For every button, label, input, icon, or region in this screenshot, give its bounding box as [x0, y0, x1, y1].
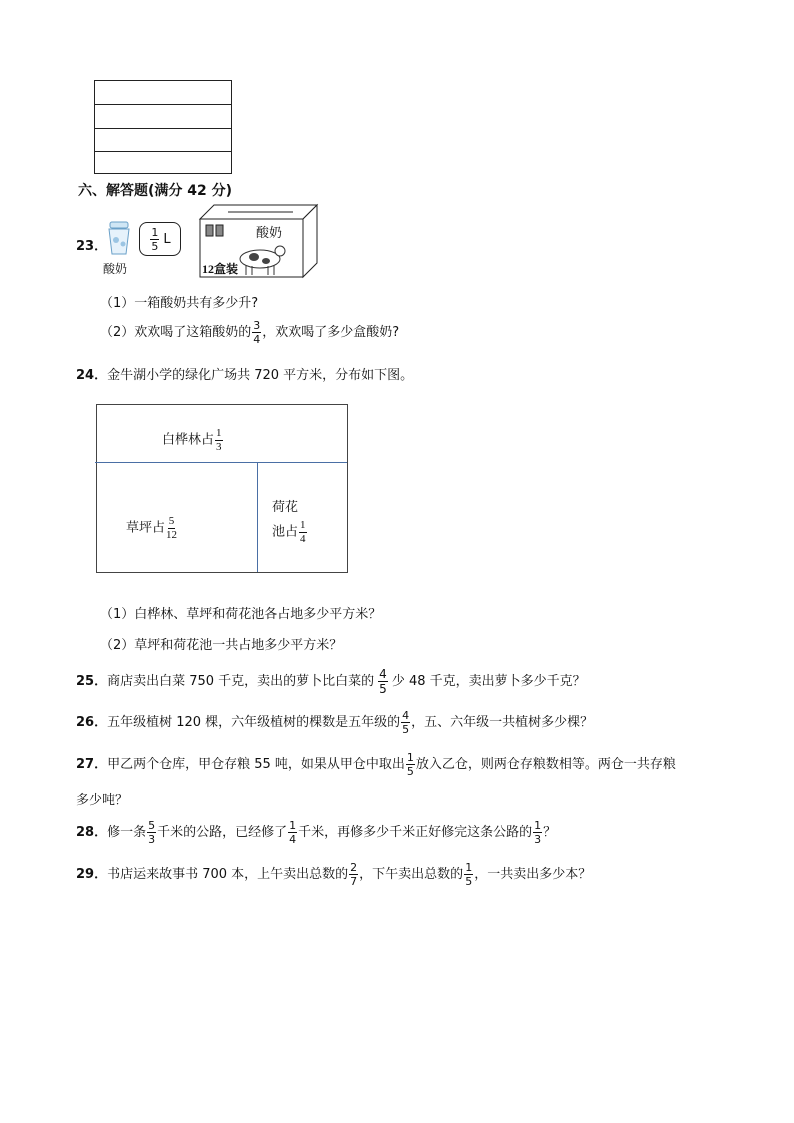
pond-label-2: 池占 $\frac{1}{4}$ — [272, 519, 306, 545]
birch-label: 白桦林占 $\frac{1}{3}$ — [162, 427, 222, 453]
q27-text: 27．甲乙两个仓库，甲仓存粮 55 吨，如果从甲仓中取出 $\frac{1}{5}$ 放入乙仓，则两仓存粮数相等。两仓一共存粮 — [76, 751, 676, 778]
pond-label-1: 荷花 — [272, 499, 299, 514]
cup-label: 酸奶 — [103, 262, 128, 276]
q26-text: 26．五年级植树 120 棵，六年级植树的棵数是五年级的 $\frac{4}{5}$ ，五、六年级一共植树多少棵？ — [76, 709, 594, 736]
yogurt-cup-icon — [104, 220, 134, 256]
question-number: 23． — [76, 239, 108, 254]
q24-text: 24．金牛湖小学的绿化广场共 720 平方米，分布如下图。 — [76, 368, 414, 383]
q29-text: 29．书店运来故事书 700 本，上午卖出总数的 $\frac{2}{7}$ ，下午卖出总数的 $\frac{1}{5}$ ，一共卖出多少本？ — [76, 861, 592, 888]
box-count: 12盒装 — [202, 262, 239, 276]
answer-table — [94, 80, 232, 174]
q25-text: 25．商店卖出白菜 750 千克，卖出的萝卜比白菜的 $\frac{4}{5}$ 少 48 千克，卖出萝卜多少千克？ — [76, 667, 586, 696]
q24-sub1: （1）白桦林、草坪和荷花池各占地多少平方米？ — [100, 607, 382, 622]
lawn-label: 草坪占 $\frac{5}{12}$ — [126, 515, 178, 541]
section-title: 六、解答题(满分 42 分) — [78, 183, 233, 199]
volume-bubble: $\frac{1}{5}$ L — [139, 222, 181, 256]
q28-text: 28．修一条 $\frac{5}{3}$ 千米的公路，已经修了 $\frac{1}{4}$ 千米，再修多少千米正好修完这条公路的 $\frac{1}{3}$ ？ — [76, 819, 557, 846]
q27-text-line2: 多少吨？ — [76, 793, 129, 808]
box-label: 酸奶 — [256, 226, 283, 241]
q23-sub1: （1）一箱酸奶共有多少升? — [100, 296, 259, 311]
q24-sub2: （2）草坪和荷花池一共占地多少平方米？ — [100, 638, 343, 653]
q23-sub2: （2）欢欢喝了这箱酸奶的 $\frac{3}{4}$ ，欢欢喝了多少盒酸奶? — [100, 319, 400, 346]
